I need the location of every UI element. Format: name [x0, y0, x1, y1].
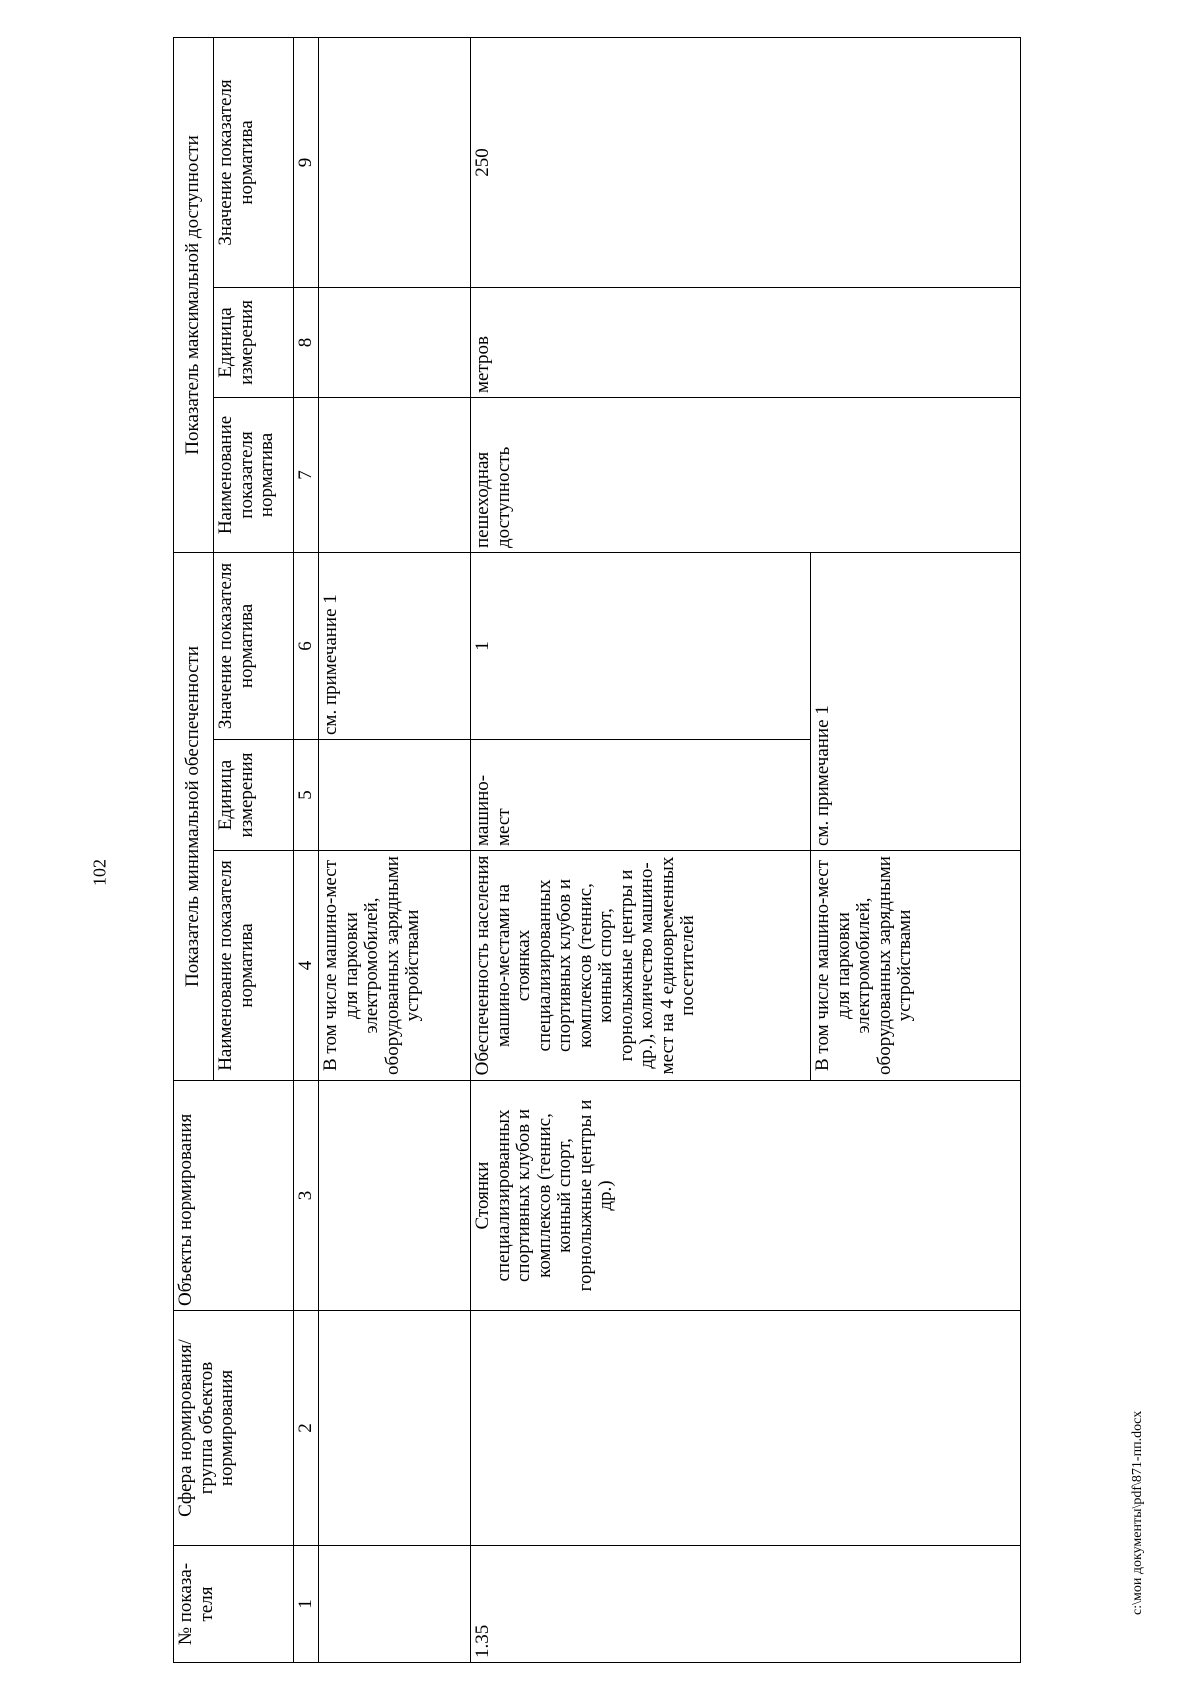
header-max-unit: Единица измерения — [214, 287, 294, 397]
cell-sphere — [471, 1311, 1021, 1546]
header-min-name: Наименование показателя норматива — [214, 851, 294, 1081]
header-sphere: Сфера нормирования/ группа объектов нормирования — [174, 1311, 294, 1546]
header-max-accessibility: Показатель максимальной доступности — [174, 37, 214, 552]
page-number: 102 — [89, 859, 110, 886]
footer-path: c:\мои документы\pdf\871-пп.docx — [1130, 1410, 1145, 1615]
cell-min-name: В том числе машино-мест для парковки электромобилей, оборудованных зарядными устройствами — [319, 851, 471, 1081]
column-number: 3 — [294, 1081, 319, 1311]
header-min-unit: Единица измерения — [214, 740, 294, 851]
cell-objects — [319, 1081, 471, 1311]
cell-sphere — [319, 1311, 471, 1546]
rotated-table-container — [173, 38, 1020, 1663]
column-number: 4 — [294, 851, 319, 1081]
cell-index — [319, 1546, 471, 1663]
header-min-value: Значение показателя норматива — [214, 552, 294, 739]
cell-min-unit: машино-мест — [471, 740, 811, 851]
cell-min-value: см. примечание 1 — [811, 552, 1021, 850]
column-number: 5 — [294, 740, 319, 851]
header-max-name: Наименование показателя норматива — [214, 397, 294, 552]
cell-max-unit: метров — [471, 287, 1021, 397]
cell-min-name: Обеспеченность населения машино-местами на стоянках специализированных спортивных клубов и комплексов (теннис, конный спорт, горнолыжные центры и др.), количество машино-мест на 4 единовременных посетителей — [471, 851, 811, 1081]
cell-min-value: см. примечание 1 — [319, 552, 471, 739]
header-min-provision: Показатель минимальной обеспеченности — [174, 552, 214, 1080]
column-number: 9 — [294, 37, 319, 287]
header-objects: Объекты нормирования — [174, 1081, 294, 1311]
column-number: 8 — [294, 287, 319, 397]
cell-max-value — [319, 37, 471, 287]
column-number: 2 — [294, 1311, 319, 1546]
cell-max-value: 250 — [471, 37, 1021, 287]
table-row — [319, 37, 471, 1662]
cell-max-name — [319, 397, 471, 552]
header-index: № показа-теля — [174, 1546, 294, 1663]
cell-index: 1.35 — [471, 1546, 1021, 1663]
cell-max-name: пешеходная доступность — [471, 397, 1021, 552]
cell-objects: Стоянки специализированных спортивных клубов и комплексов (теннис, конный спорт, горнолыжные центры и др.) — [471, 1081, 1021, 1311]
cell-min-value: 1 — [471, 552, 811, 739]
cell-min-unit — [319, 740, 471, 851]
column-number: 7 — [294, 397, 319, 552]
norms-table — [173, 37, 1021, 1663]
cell-max-unit — [319, 287, 471, 397]
cell-min-name: В том числе машино-мест для парковки электромобилей, оборудованных зарядными устройствами — [811, 851, 1021, 1081]
column-number: 1 — [294, 1546, 319, 1663]
header-max-value: Значение показателя норматива — [214, 37, 294, 287]
column-number: 6 — [294, 552, 319, 739]
table-row — [471, 37, 811, 1662]
